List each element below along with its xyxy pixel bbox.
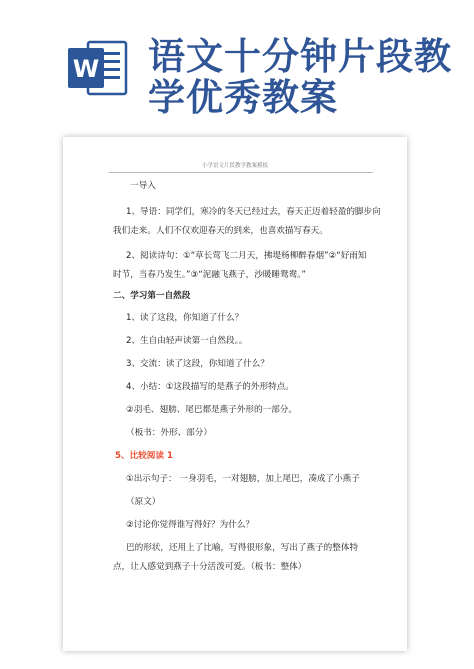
document-page-preview xyxy=(63,137,407,651)
page-content xyxy=(63,137,407,651)
page-header: 小学语文片段教学教案模板 xyxy=(201,163,268,169)
paragraph-line: 一导入 xyxy=(130,181,156,191)
document-title-line-1: 语文十分钟片段教 xyxy=(148,35,452,78)
paragraph-line: ②羽毛、翅膀、尾巴都是燕子外形的一部分。 xyxy=(126,405,297,415)
paragraph-line: ①出示句子： 一身羽毛，一对翅膀，加上尾巴，凑成了小燕子 xyxy=(126,474,360,484)
paragraph-line: （板书：外形、部分） xyxy=(126,428,212,438)
paragraph-line: 1、读了这段，你知道了什么？ xyxy=(126,313,244,323)
section-heading: 二、学习第一自然段 xyxy=(113,291,191,301)
paragraph-line: 点，让人感觉到燕子十分活泼可爱。（板书：整体） xyxy=(113,562,307,572)
paragraph-line: ②讨论你觉得谁写得好？为什么？ xyxy=(126,520,255,530)
document-title-line-2: 学优秀教案 xyxy=(148,76,338,119)
paragraph-line: 3、交流：读了这段，你知道了什么？ xyxy=(126,359,269,369)
paragraph-line: 2、生自由轻声读第一自然段。。 xyxy=(126,336,248,346)
word-document-icon xyxy=(66,38,128,98)
paragraph-line: 时节，当春乃发生。”③“泥融飞燕子，沙暖睡鸳鸯。” xyxy=(113,270,306,280)
paragraph-line: 1、导语：同学们，寒冷的冬天已经过去，春天正迈着轻盈的脚步向 xyxy=(126,207,381,217)
paragraph-line: 2、阅读诗句：①“草长莺飞二月天，拂堤杨柳醉春烟”②“好雨知 xyxy=(126,251,367,261)
paragraph-line: 4、小结：①这段描写的是燕子的外形特点。 xyxy=(126,382,294,392)
svg-text:W: W xyxy=(72,55,100,83)
paragraph-line: 我们走来。人们不仅欢迎春天的到来，也喜欢描写春天。 xyxy=(113,226,328,236)
banner xyxy=(0,0,474,118)
section-heading: 5、比较阅读 1 xyxy=(115,451,173,461)
paragraph-line: 巴的形状，还用上了比喻，写得很形象，写出了燕子的整体特 xyxy=(126,543,359,553)
paragraph-line: （原文） xyxy=(126,497,161,507)
